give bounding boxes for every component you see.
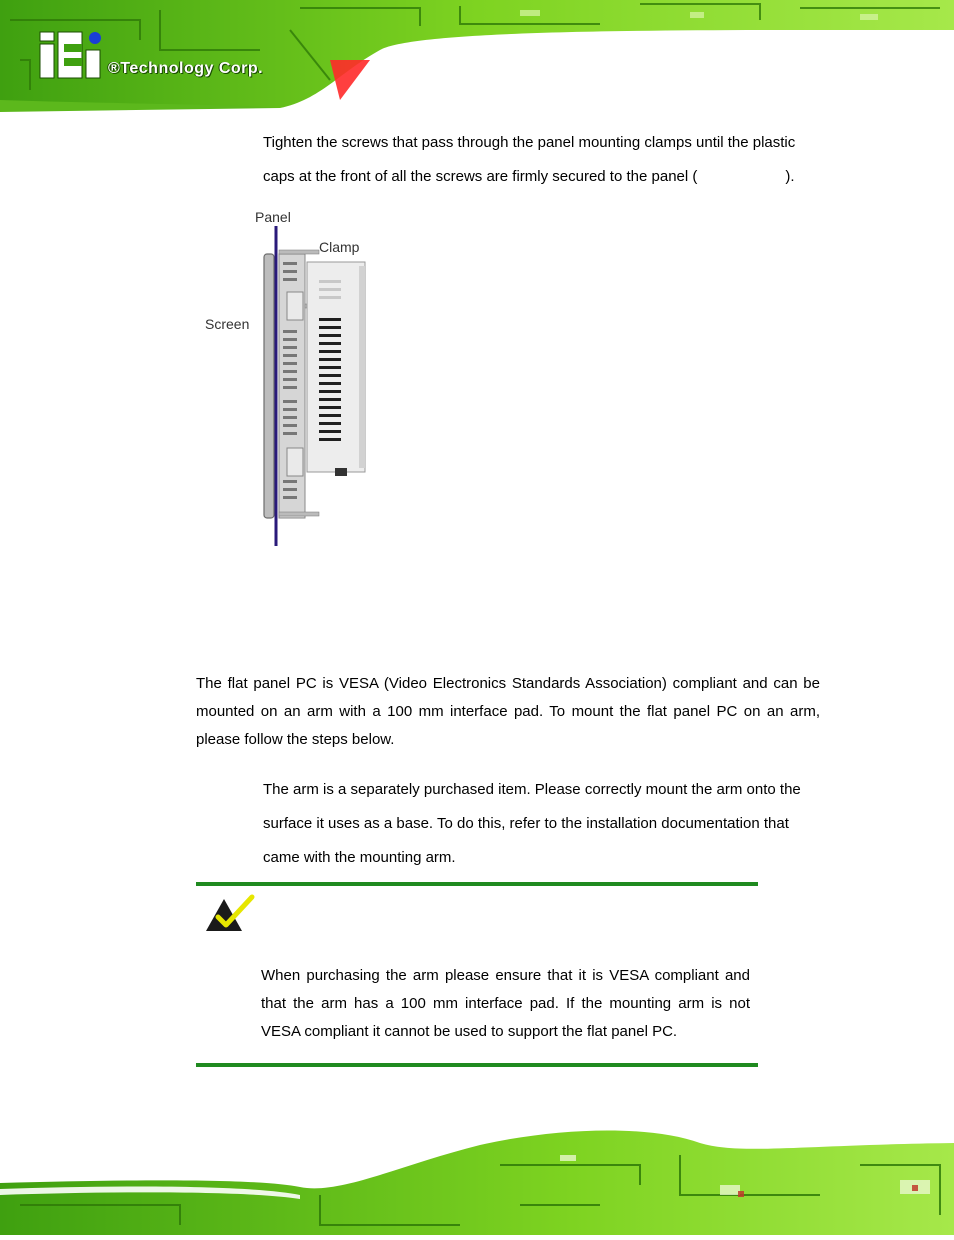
page-footer	[0, 1125, 954, 1235]
checkmark-note-icon	[204, 893, 256, 933]
panel-clamp-figure	[195, 200, 395, 560]
note-top-rule	[196, 882, 758, 886]
note-text: When purchasing the arm please ensure that it is VESA compliant and that the arm has a 100 mm interface pad. If the mounting arm is not VESA compliant it cannot be used to support the flat panel PC.	[261, 967, 750, 1040]
footer-circuit-banner	[0, 1125, 954, 1235]
label-panel: Panel	[255, 209, 291, 225]
header-circuit-banner	[0, 0, 954, 112]
iei-logo-icon	[40, 32, 101, 78]
note-bottom-rule	[196, 1063, 758, 1067]
vesa-intro-paragraph: The flat panel PC is VESA (Video Electronics Standards Association) compliant and can be mounted on an arm with a 100 mm interface pad. To mount the flat panel PC on an arm, please follow the steps below.	[196, 675, 820, 748]
logo-text: ®Technology Corp.	[108, 60, 264, 77]
screen-bezel	[264, 254, 274, 518]
connector	[335, 468, 347, 476]
step-tighten-text: Tighten the screws that pass through the panel mounting clamps until the plastic caps at the front of all the screws are firmly secured to the panel (	[263, 134, 796, 185]
clamp-top	[287, 292, 303, 320]
clamp-bottom	[287, 448, 303, 476]
step-tighten-end: ).	[785, 168, 795, 185]
step-tighten-screws	[263, 126, 823, 194]
step-mount-arm: The arm is a separately purchased item. Please correctly mount the arm onto the surface it uses as a base. To do this, refer to the installation documentation that came with the mounting arm.	[263, 781, 801, 866]
label-screen: Screen	[205, 316, 250, 332]
label-clamp: Clamp	[319, 239, 360, 255]
page-header	[0, 0, 954, 112]
